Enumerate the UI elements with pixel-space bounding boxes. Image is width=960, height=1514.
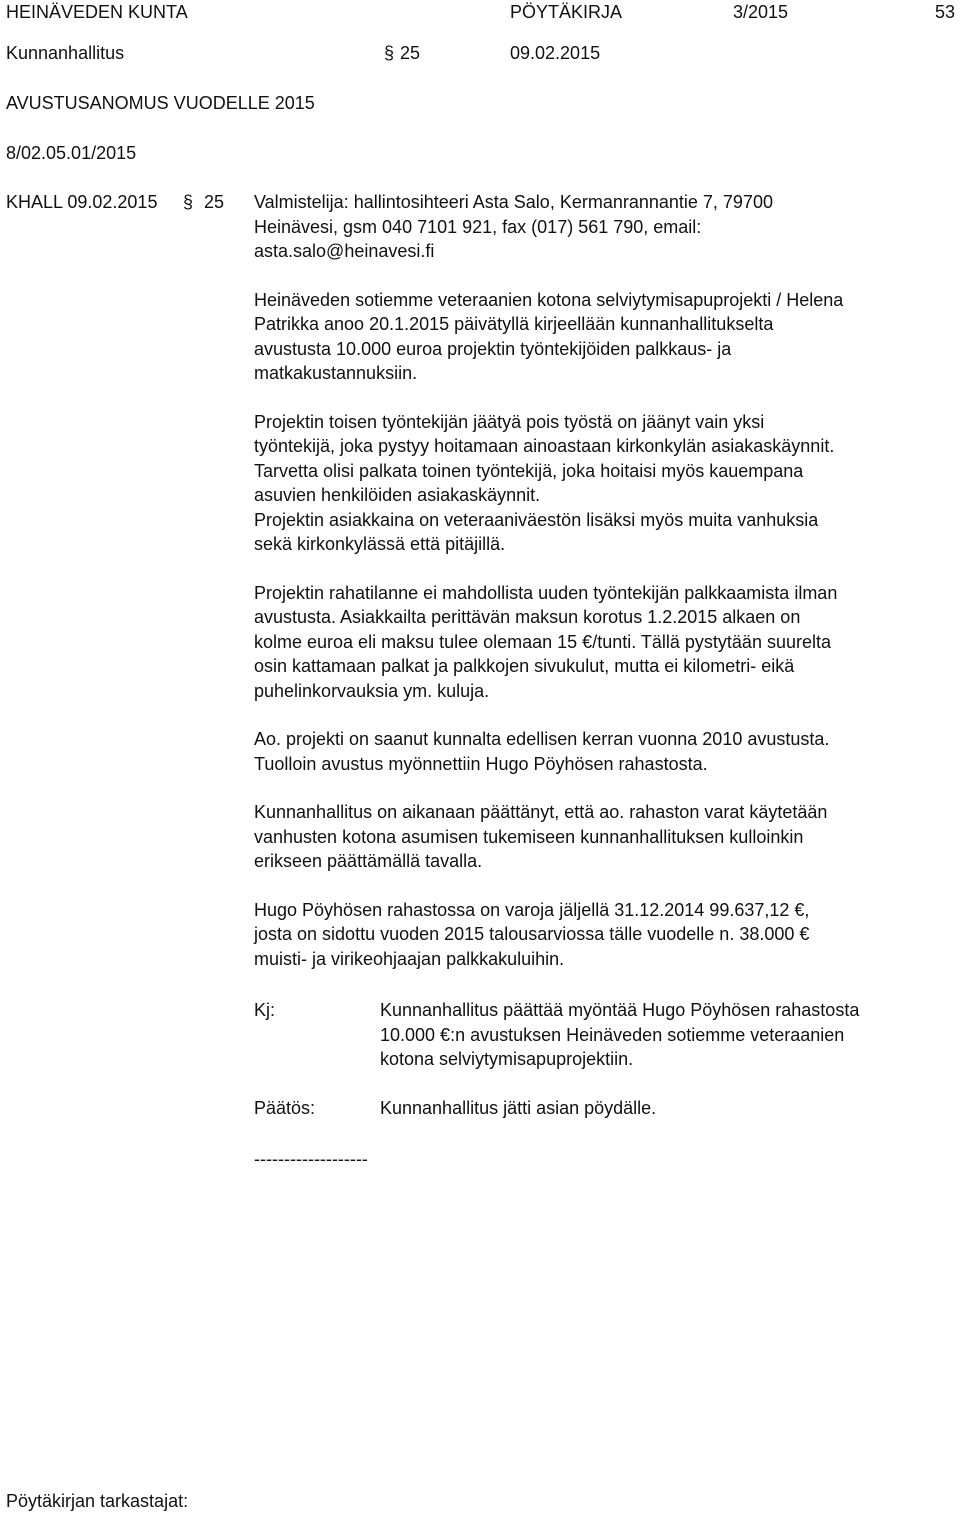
text-line: josta on sidottu vuoden 2015 talousarviossa tälle vuodelle n. 38.000 € [254, 924, 810, 944]
text-line: Projektin asiakkaina on veteraaniväestön lisäksi myös muita vanhuksia [254, 509, 819, 530]
text-line: Patrikka anoo 20.1.2015 päivätyllä kirjeellään kunnanhallitukselta [254, 314, 774, 334]
text-line: Kunnanhallitus on aikanaan päättänyt, että ao. rahaston varat käytetään [254, 802, 828, 822]
text-line: osin kattamaan palkat ja palkkojen sivukulut, mutta ei kilometri- eikä [254, 656, 795, 676]
body-text [254, 190, 954, 971]
fund-paragraph [254, 898, 954, 972]
policy-paragraph [254, 800, 954, 874]
proposal-label: Kj: [254, 1000, 276, 1020]
text-line: erikseen päättämällä tavalla. [254, 851, 483, 871]
text-line: puhelinkorvauksia ym. kuluja. [254, 680, 490, 701]
text-line: avustusta. Asiakkailta perittävän maksun korotus 1.2.2015 alkaen on [254, 607, 801, 627]
footer-reviewers: Pöytäkirjan tarkastajat: [6, 1491, 189, 1511]
document-number: 3/2015 [733, 2, 789, 22]
finance-paragraph [254, 581, 954, 704]
text-line: Tuolloin avustus myönnettiin Hugo Pöyhösen rahastosta. [254, 753, 708, 774]
section-symbol: § [384, 43, 395, 63]
history-paragraph [254, 727, 954, 776]
reference-section-symbol: § [183, 192, 194, 212]
decision-text: Kunnanhallitus jätti asian pöydälle. [380, 1098, 657, 1118]
section-number: 25 [400, 43, 421, 63]
text-line: kolme euroa eli maksu tulee olemaan 15 €/tunti. Tällä pystytään suurelta [254, 631, 831, 652]
text-line: työntekijä, joka pystyy hoitamaan ainoastaan kirkonkylän asiakaskäynnit. [254, 436, 835, 456]
text-line: matkakustannuksiin. [254, 363, 418, 383]
text-line: Heinäveden sotiemme veteraanien kotona selviytymisapuprojekti / Helena [254, 289, 844, 310]
reference-prefix: KHALL 09.02.2015 [6, 192, 158, 212]
text-line: kotona selviytymisapuprojektiin. [380, 1049, 634, 1069]
application-paragraph [254, 288, 954, 386]
text-line: Valmistelija: hallintosihteeri Asta Salo, Kermanrannantie 7, 79700 [254, 192, 773, 212]
record-number: 8/02.05.01/2015 [6, 143, 137, 163]
text-line: 10.000 €:n avustuksen Heinäveden sotiemme veteraanien [380, 1024, 845, 1045]
text-line: Projektin rahatilanne ei mahdollista uuden työntekijän palkkaamista ilman [254, 582, 838, 603]
preparer-paragraph [254, 190, 954, 264]
text-line: vanhusten kotona asumisen tukemiseen kunnanhallituksen kulloinkin [254, 826, 804, 847]
proposal-text [380, 998, 859, 1072]
text-line: avustusta 10.000 euroa projektin työntekijöiden palkkaus- ja [254, 338, 732, 359]
reference-section: 25 [204, 192, 225, 212]
text-line: Heinävesi, gsm 040 7101 921, fax (017) 561 790, email: [254, 216, 702, 237]
text-line: muisti- ja virikeohjaajan palkkakuluihin. [254, 948, 565, 969]
document-type: PÖYTÄKIRJA [510, 2, 623, 22]
text-line: Ao. projekti on saanut kunnalta edellisen kerran vuonna 2010 avustusta. [254, 729, 830, 749]
meeting-date: 09.02.2015 [510, 43, 601, 63]
text-line: asuvien henkilöiden asiakaskäynnit. [254, 485, 541, 505]
document-title: AVUSTUSANOMUS VUODELLE 2015 [6, 93, 315, 113]
decision-label: Päätös: [254, 1098, 316, 1118]
separator-line: ------------------- [254, 1149, 368, 1169]
text-line: sekä kirkonkylässä että pitäjillä. [254, 534, 506, 554]
governing-body: Kunnanhallitus [6, 43, 125, 63]
text-line: Kunnanhallitus päättää myöntää Hugo Pöyhösen rahastosta [380, 1000, 860, 1020]
staffing-paragraph [254, 410, 954, 557]
text-line: Projektin toisen työntekijän jäätyä pois työstä on jäänyt vain yksi [254, 411, 765, 432]
municipality-name: HEINÄVEDEN KUNTA [6, 2, 188, 22]
text-line: Tarvetta olisi palkata toinen työntekijä, joka hoitaisi myös kauempana [254, 460, 804, 481]
text-line: asta.salo@heinavesi.fi [254, 241, 435, 261]
text-line: Hugo Pöyhösen rahastossa on varoja jäljellä 31.12.2014 99.637,12 €, [254, 899, 810, 920]
page-number: 53 [935, 2, 956, 22]
